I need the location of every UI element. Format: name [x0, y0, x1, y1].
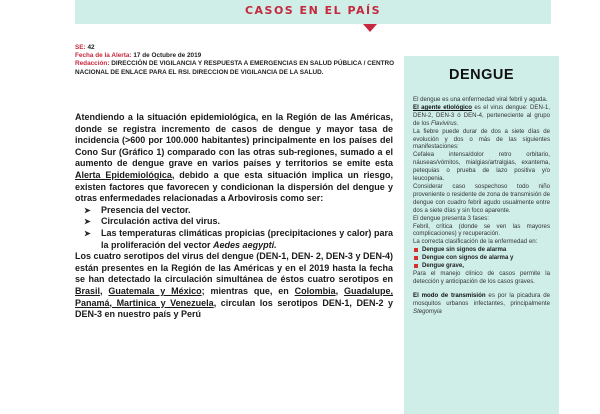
agent-genus: Flavivirus: [430, 119, 457, 127]
classification-list: [413, 246, 550, 270]
date-value: 17 de Octubre de 2019: [133, 52, 202, 60]
symptoms-text: Cefalea intensa/dolor retro orbitario, náuseas/vómitos, mialgias/artralgias, exantema, petequias o prueba de lazo positiva y/o leucopenia.: [413, 151, 550, 183]
transmission-label: El modo de transmisión: [413, 291, 486, 299]
arrow-bullet-icon: ➤: [84, 205, 91, 215]
phases-label: El dengue presenta 3 fases:: [413, 214, 489, 222]
list-item: Dengue sin signos de alarma: [413, 246, 550, 254]
agent-end: .: [456, 119, 459, 127]
se-label: SE:: [75, 44, 86, 51]
list-item-text: Circulación activa del virus.: [101, 216, 221, 227]
alert-metadata: [75, 44, 395, 77]
transmission-paragraph: [413, 292, 550, 316]
intro-text-end: , debido a que esta situación implica un riesgo, existen factores que favorecen y condicionan la dispersión del dengue y otras enfermedades relacionadas a Arbovirosis como ser:: [75, 169, 393, 204]
intro-text: Atendiendo a la situación epidemiológica, en la Región de las Américas, donde se registra incremento de casos de dengue y mayor tasa de incidencia (>600 por 100.000 habitantes) principalmente en los países del Cono Sur (Gráfico 1) comparado con las otras sub-regiones, sumado a el aumento de dengue grave en varios países y territorios se emite esta: [75, 112, 393, 169]
sidebar-body: [413, 96, 550, 315]
list-item: Dengue con signos de alarma y: [413, 254, 550, 262]
agent-label: El agente etiológico: [413, 103, 472, 111]
serotypes-text: Los cuatro serotipos del virus del dengue (DEN-1, DEN- 2, DEN-3 y DEN-4) están presentes en la Región de las Américas y en el 2019 hasta la fecha se han detectado la circulación simultánea de éstos cuatro serotipos en: [75, 251, 393, 285]
list-item-text: Las temperaturas climáticas propicias (precipitaciones y calor) para la proliferación del vector: [101, 227, 393, 250]
vector-species: Aedes aegypti.: [213, 239, 277, 250]
transmission-text: es por la picadura de mosquitos urbanos infectantes, principalmente: [413, 291, 551, 307]
transmission-genus: Stegomyia: [413, 307, 442, 315]
country-colombia: Colombia: [294, 285, 336, 296]
serotypes-paragraph: [75, 251, 393, 321]
country-guatemala-mexico: Guatemala y México: [108, 285, 202, 296]
suspect-case-text: Considerar caso sospechoso todo niño proveniente o residente de zona de transmisión de dengue con cuadro febril agudo usualmente entre dos a siete días y sin foco aparente.: [413, 182, 550, 214]
alert-link[interactable]: Alerta Epidemiológica: [75, 169, 172, 180]
banner-arrow-icon: [363, 24, 377, 32]
dengue-sidebar: [404, 56, 559, 414]
country-group: Guadalupe, Panamá, Martinica y Venezuela: [75, 285, 393, 308]
fever-text: La fiebre puede durar de dos a siete días de evolución y dos o más de las siguientes manifestaciones:: [413, 127, 550, 151]
separator: ,: [100, 285, 109, 296]
serotypes-text-end: , circulan los serotipos DEN-1, DEN-2 y DEN-3 en nuestro país y Perú: [75, 297, 394, 320]
banner-title: CASOS EN EL PAÍS: [244, 4, 382, 17]
se-value: 42: [87, 44, 95, 51]
definition-text: El dengue es una enfermedad viral febril y aguda.: [413, 96, 548, 103]
main-article: [75, 112, 393, 321]
writer-label: Redacción:: [75, 60, 110, 68]
list-item: Dengue grave,: [413, 262, 550, 270]
arrow-bullet-icon: ➤: [84, 228, 91, 238]
list-item: [75, 228, 393, 251]
writer-line: [75, 60, 395, 76]
intro-paragraph: [75, 112, 393, 205]
phases-text: Febril, crítica (donde se ven las mayores complicaciones) y recuperación.: [413, 222, 550, 238]
country-brasil: Brasil: [75, 285, 101, 296]
list-item-text: Presencia del vector.: [101, 204, 191, 215]
date-label: Fecha de la Alerta:: [75, 52, 132, 60]
header-banner: [75, 0, 551, 24]
list-item: [75, 205, 393, 217]
arrow-bullet-icon: ➤: [84, 217, 91, 227]
classification-label: La correcta clasificación de la enfermedad en:: [413, 238, 538, 246]
management-text: Para el manejo clínico de casos permite la detección y anticipación de los casos graves.: [413, 269, 550, 285]
se-line: [75, 44, 395, 52]
writer-value: DIRECCIÓN DE VIGILANCIA Y RESPUESTA A EMERGENCIAS EN SALUD PÚBLICA / CENTRO NACIONAL DE ENLACE PARA EL RSI. DIRECCION DE VIGILANCIA DE LA SALUD.: [75, 60, 395, 76]
agent-text: es el virus dengue: DEN-1, DEN-2, DEN-3 ó DEN-4, perteneciente al grupo de los: [413, 103, 550, 127]
sidebar-title: DENGUE: [448, 67, 515, 83]
list-item: [75, 216, 393, 228]
serotypes-text-mid: ; mientras que, en: [201, 285, 295, 296]
separator: ,: [335, 285, 344, 296]
risk-factor-list: [75, 205, 393, 251]
agent-paragraph: [413, 104, 550, 128]
